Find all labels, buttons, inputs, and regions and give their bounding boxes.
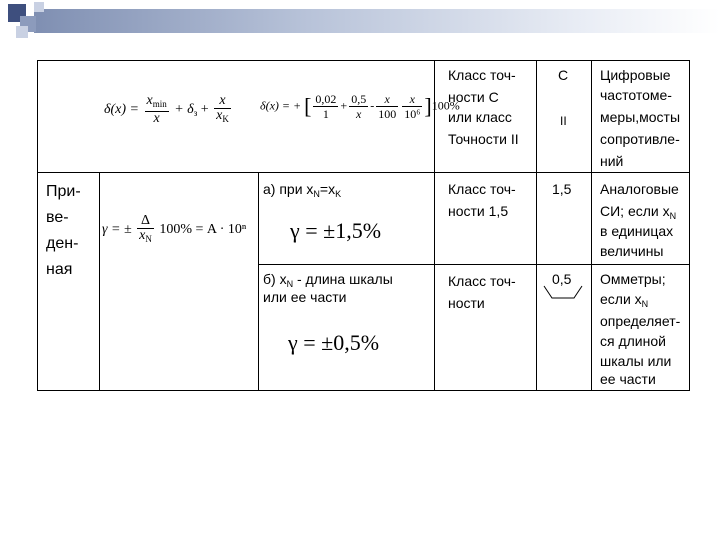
device-a-line2: СИ; если $x_N$ <box>600 203 677 221</box>
formula-relative-error: δ(x) = $\frac{x_{min}}{x}$ + $\delta_з$ + $\frac{x}{x_K}$ <box>104 93 229 126</box>
case-b-label: б) $x_N$ - длина шкалы <box>263 271 393 289</box>
symbol-ii: II <box>560 114 567 128</box>
case-a-equation: γ = ±1,5% <box>290 218 382 243</box>
error-type-line1: При- <box>46 183 81 200</box>
class-c-line4: Точности II <box>448 131 519 147</box>
class-b-line1: Класс точ- <box>448 273 516 289</box>
device-b-line5: шкалы или <box>600 353 672 369</box>
device-b-line6: ее части <box>600 371 656 387</box>
value-b: 0,5 <box>552 271 572 287</box>
device-b-line4: ся длиной <box>600 333 666 349</box>
header-gradient-bar <box>34 9 720 33</box>
error-type-line2: ве- <box>46 209 69 226</box>
device-b-line2: если $x_N$ <box>600 291 649 309</box>
device-line2: частотоме- <box>600 87 672 103</box>
device-line3: меры,мосты <box>600 109 681 125</box>
col-divider-5 <box>591 60 592 391</box>
row-divider <box>37 172 690 173</box>
case-b-equation: γ = ±0,5% <box>288 330 380 355</box>
col-divider-4 <box>536 60 537 391</box>
class-b-line2: ности <box>448 295 485 311</box>
device-a-line1: Аналоговые <box>600 181 679 197</box>
class-a-line2: ности 1,5 <box>448 203 509 219</box>
symbol-c: C <box>558 67 569 83</box>
value-b-circle-mark <box>540 268 584 304</box>
formula-reduced-error: γ = ± $\frac{\Delta}{x_N}$ 100% = A · 10ⁿ <box>102 213 247 244</box>
value-a: 1,5 <box>552 181 572 197</box>
logo-square-small <box>34 2 44 12</box>
class-c-line3: или класс <box>448 109 512 125</box>
error-type-line4: ная <box>46 261 73 278</box>
case-b-label-line2: или ее части <box>263 289 347 305</box>
class-c-line2: ности С <box>448 89 499 105</box>
class-a-line1: Класс точ- <box>448 181 516 197</box>
device-line5: ний <box>600 153 624 169</box>
error-type-line3: ден- <box>46 235 79 252</box>
class-c-line1: Класс точ- <box>448 67 516 83</box>
row-divider-sub-right <box>434 264 690 265</box>
formula-relative-error-digital: δ(x) = + [ $\frac{0,02}{1}$ + $\frac{0,5}{x}$ - $\frac{x}{100}$ $\frac{x}{\text{10⁶}}$ ]100% <box>260 92 460 121</box>
case-a-label: а) при $x_N=x_K$ <box>263 181 342 199</box>
col-divider-1 <box>99 172 100 391</box>
logo-square-light <box>16 26 28 38</box>
device-a-line4: величины <box>600 243 664 259</box>
device-b-line1: Омметры; <box>600 271 666 287</box>
device-line4: сопротивле- <box>600 131 680 147</box>
row-divider-sub-left <box>258 264 434 265</box>
col-divider-2 <box>258 172 259 391</box>
device-line1: Цифровые <box>600 67 671 83</box>
device-b-line3: определяет- <box>600 313 681 329</box>
device-a-line3: в единицах <box>600 223 674 239</box>
